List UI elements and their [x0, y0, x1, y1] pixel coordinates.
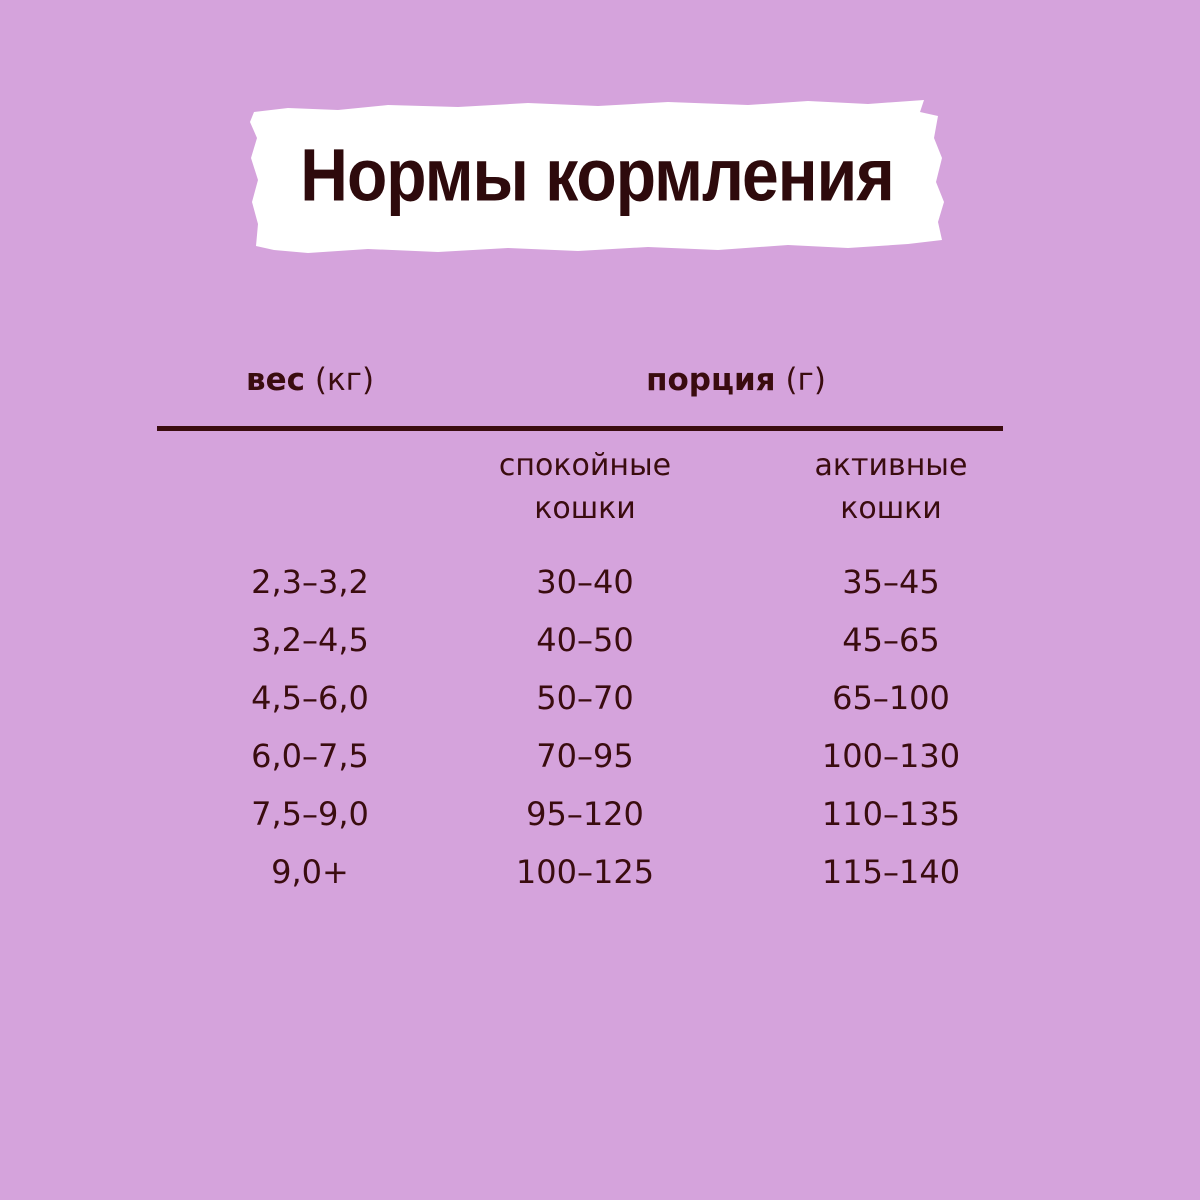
calm-subheader-line2: кошки: [534, 491, 636, 526]
weight-cell: 4,5–6,0: [251, 679, 369, 717]
active-subheader-line1: активные: [814, 448, 968, 483]
active-portion-cell: 100–130: [821, 737, 961, 775]
table-row: [0, 553, 1200, 611]
table-row: [0, 611, 1200, 669]
weight-cell: 6,0–7,5: [251, 737, 369, 775]
portion-header-unit: (г): [785, 362, 826, 398]
calm-portion-cell: 70–95: [536, 737, 634, 775]
title-banner: [248, 98, 946, 256]
calm-cats-subheader: [435, 444, 735, 530]
calm-portion-cell: 95–120: [526, 795, 644, 833]
weight-header-unit: (кг): [314, 362, 375, 398]
active-portion-cell: 45–65: [842, 621, 940, 659]
calm-portion-cell: 50–70: [536, 679, 634, 717]
calm-subheader-line1: спокойные: [498, 448, 672, 483]
table-row: [0, 669, 1200, 727]
active-portion-cell: 65–100: [832, 679, 950, 717]
weight-cell: 7,5–9,0: [251, 795, 369, 833]
weight-cell: 9,0+: [271, 853, 349, 891]
active-portion-cell: 110–135: [821, 795, 961, 833]
calm-portion-cell: 40–50: [536, 621, 634, 659]
table-row: [0, 727, 1200, 785]
header-divider: [157, 426, 1003, 431]
weight-cell: 3,2–4,5: [251, 621, 369, 659]
active-cats-subheader: [741, 444, 1041, 530]
portion-header-label: порция: [646, 362, 776, 398]
calm-portion-cell: 100–125: [515, 853, 655, 891]
page-title: Нормы кормления: [300, 133, 894, 217]
active-subheader-line2: кошки: [840, 491, 942, 526]
calm-portion-cell: 30–40: [536, 563, 634, 601]
table-row: [0, 843, 1200, 901]
portion-column-header: [646, 362, 826, 398]
table-row: [0, 785, 1200, 843]
weight-column-header: [246, 362, 374, 398]
weight-cell: 2,3–3,2: [251, 563, 369, 601]
active-portion-cell: 35–45: [842, 563, 940, 601]
active-portion-cell: 115–140: [821, 853, 961, 891]
weight-header-label: вес: [245, 362, 305, 398]
